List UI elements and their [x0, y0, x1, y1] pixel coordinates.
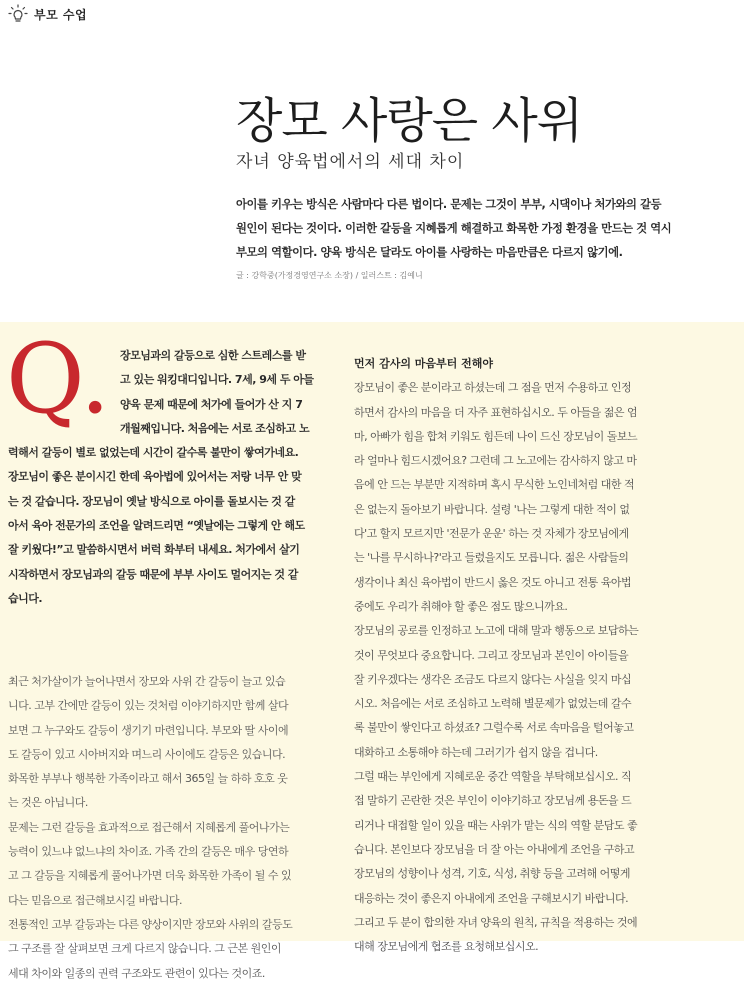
answer-line: 음에 안 드는 부분만 지적하며 혹시 무식한 노인네처럼 대한 적 — [354, 478, 635, 492]
answer-line: 록 불만이 쌓인다고 하셨죠? 그럴수록 서로 속마음을 털어놓고 — [354, 721, 634, 735]
answer-line: 다는 믿음으로 접근해보시길 바랍니다. — [8, 893, 183, 907]
lightbulb-icon — [8, 4, 28, 24]
lead-line: 부모의 역할이다. 양육 방식은 달라도 아이를 사랑하는 마음만큼은 다르지 않기에. — [236, 246, 623, 259]
question-line: 장모님이 좋은 분이시긴 한데 육아법에 있어서는 저랑 너무 안 맞 — [8, 470, 302, 484]
answer-line: 니다. 고부 간에만 갈등이 있는 것처럼 이야기하지만 함께 살다 — [8, 699, 289, 713]
answer-line: 하면서 감사의 마음을 더 자주 표현하십시오. 두 아들을 젊은 엄 — [354, 405, 638, 419]
question-line: 는 것 같습니다. 장모님이 옛날 방식으로 아이를 돌보시는 것 같 — [8, 494, 295, 508]
answer-line: 시오. 처음에는 서로 조심하고 노력해 별문제가 없었는데 갈수 — [354, 697, 632, 711]
question-line: 력해서 갈등이 별로 없었는데 시간이 갈수록 불만이 쌓여가네요. — [8, 446, 299, 460]
answer-line: 보면 그 누구와도 갈등이 생기기 마련입니다. 부모와 딸 사이에 — [8, 723, 289, 737]
answer-line: 세대 차이와 일종의 권력 구조와도 관련이 있다는 것이죠. — [8, 966, 265, 980]
answer-left-column — [8, 670, 292, 986]
answer-right-column — [354, 352, 638, 959]
lead-line: 아이를 키우는 방식은 사람마다 다른 법이다. 문제는 그것이 부부, 시댁이나 처가와의 갈등 — [236, 198, 662, 211]
answer-line: 대응하는 것이 좋은지 아내에게 조언을 구해보시기 바랍니다. — [354, 891, 629, 905]
answer-line: 고 그 갈등을 지혜롭게 풀어나가면 더욱 화목한 가족이 될 수 있 — [8, 869, 292, 883]
answer-line: 장모님의 성향이나 성격, 기호, 식성, 취향 등을 고려해 어떻게 — [354, 867, 630, 881]
question-line: 양육 문제 때문에 처가에 들어가 산 지 7 — [120, 397, 303, 411]
answer-line: 생각이나 최신 육아법이 반드시 옳은 것도 아니고 전통 육아법 — [354, 575, 632, 589]
article-title: 장모 사랑은 사위 — [236, 93, 583, 149]
answer-line: 리거나 대접할 일이 있을 때는 사위가 맡는 식의 역할 분담도 좋 — [354, 818, 638, 832]
answer-line: 그 구조를 잘 살펴보면 크게 다르지 않습니다. 그 근본 원인이 — [8, 942, 281, 956]
svg-text:Q.: Q. — [6, 323, 111, 435]
answer-line: 능력이 있느냐 없느냐의 차이죠. 가족 간의 갈등은 매우 당연하 — [8, 845, 289, 859]
question-line: 장모님과의 갈등으로 심한 스트레스를 받 — [120, 349, 306, 362]
answer-line: 화목한 부부나 행복한 가족이라고 해서 365일 늘 하하 호호 웃 — [8, 772, 288, 786]
question-line: 시작하면서 장모님과의 갈등 때문에 부부 사이도 멀어지는 것 같 — [8, 567, 298, 581]
question-line: 개월째입니다. 처음에는 서로 조심하고 노 — [120, 421, 310, 435]
section-label-text: 부모 수업 — [34, 7, 88, 22]
answer-line: 중에도 우리가 취해야 할 좋은 점도 많으니까요. — [354, 599, 568, 613]
question-text — [8, 344, 314, 611]
answer-line: 문제는 그런 갈등을 효과적으로 접근해서 지혜롭게 풀어나가는 — [8, 820, 290, 834]
answer-line: 라 얼마나 힘드시겠어요? 그런데 그 노고에는 감사하지 않고 마 — [354, 454, 637, 468]
question-line: 습니다. — [8, 591, 43, 605]
article-subtitle: 자녀 양육법에서의 세대 차이 — [236, 152, 465, 172]
answer-line: 다'고 할지 모르지만 '전문가 운운' 하는 것 자체가 장모님에게 — [354, 527, 629, 541]
answer-line: 은 없는지 돌아보기 바랍니다. 설령 '나는 그렇게 대한 적이 없 — [354, 502, 630, 516]
lead-line: 원인이 된다는 것이다. 이러한 갈등을 지혜롭게 해결하고 화목한 가정 환경을 만드는 것 역시 — [236, 222, 672, 235]
author-credit: 글 : 강학중(가정경영연구소 소장) / 일러스트 : 김예니 — [236, 271, 423, 280]
answer-line: 그리고 두 분이 합의한 자녀 양육의 원칙, 규칙을 적용하는 것에 — [354, 915, 638, 929]
answer-line: 도 갈등이 있고 시아버지와 며느리 사이에도 갈등은 있습니다. — [8, 747, 286, 761]
answer-line: 장모님이 좋은 분이라고 하셨는데 그 점을 먼저 수용하고 인정 — [354, 381, 632, 395]
question-line: 잘 키웠다!”고 말씀하시면서 버럭 화부터 내세요. 처가에서 살기 — [8, 543, 300, 557]
answer-line: 는 '나를 무시하나?'라고 들렸을지도 모릅니다. 젊은 사람들의 — [354, 551, 629, 565]
answer-line: 마, 아빠가 힘을 합쳐 키워도 힘든데 나이 드신 장모님이 돌보느 — [354, 429, 638, 443]
answer-line: 그럴 때는 부인에게 지혜로운 중간 역할을 부탁해보십시오. 직 — [354, 770, 632, 784]
answer-line: 습니다. 본인보다 장모님을 더 잘 아는 아내에게 조언을 구하고 — [354, 842, 635, 856]
answer-line: 전통적인 고부 갈등과는 다른 양상이지만 장모와 사위의 갈등도 — [8, 917, 293, 931]
answer-line: 장모님의 공로를 인정하고 노고에 대해 말과 행동으로 보답하는 — [354, 624, 639, 638]
answer-line: 최근 처가살이가 늘어나면서 장모와 사위 간 갈등이 늘고 있습 — [8, 675, 286, 688]
answer-line: 것이 무엇보다 중요합니다. 그리고 장모님과 본인이 아이들을 — [354, 648, 629, 662]
answer-line: 잘 키우겠다는 생각은 조금도 다르지 않다는 사실을 잊지 마십 — [354, 672, 632, 686]
answer-line: 대화하고 소통해야 하는데 그러기가 쉽지 않을 겁니다. — [354, 745, 598, 759]
answer-line: 는 것은 아닙니다. — [8, 796, 88, 810]
question-line: 고 있는 워킹대디입니다. 7세, 9세 두 아들 — [120, 373, 314, 387]
answer-line: 접 말하기 곤란한 것은 부인이 이야기하고 장모님께 용돈을 드 — [354, 794, 632, 808]
question-line: 아서 육아 전문가의 조언을 알려드리면 “옛날에는 그렇게 안 해도 — [8, 519, 305, 533]
answer-line: 대해 장모님에게 협조를 요청해보십시오. — [354, 940, 539, 954]
lead-paragraph — [236, 193, 714, 265]
section-heading: 먼저 감사의 마음부터 전해야 — [354, 357, 493, 370]
section-label — [8, 4, 87, 24]
